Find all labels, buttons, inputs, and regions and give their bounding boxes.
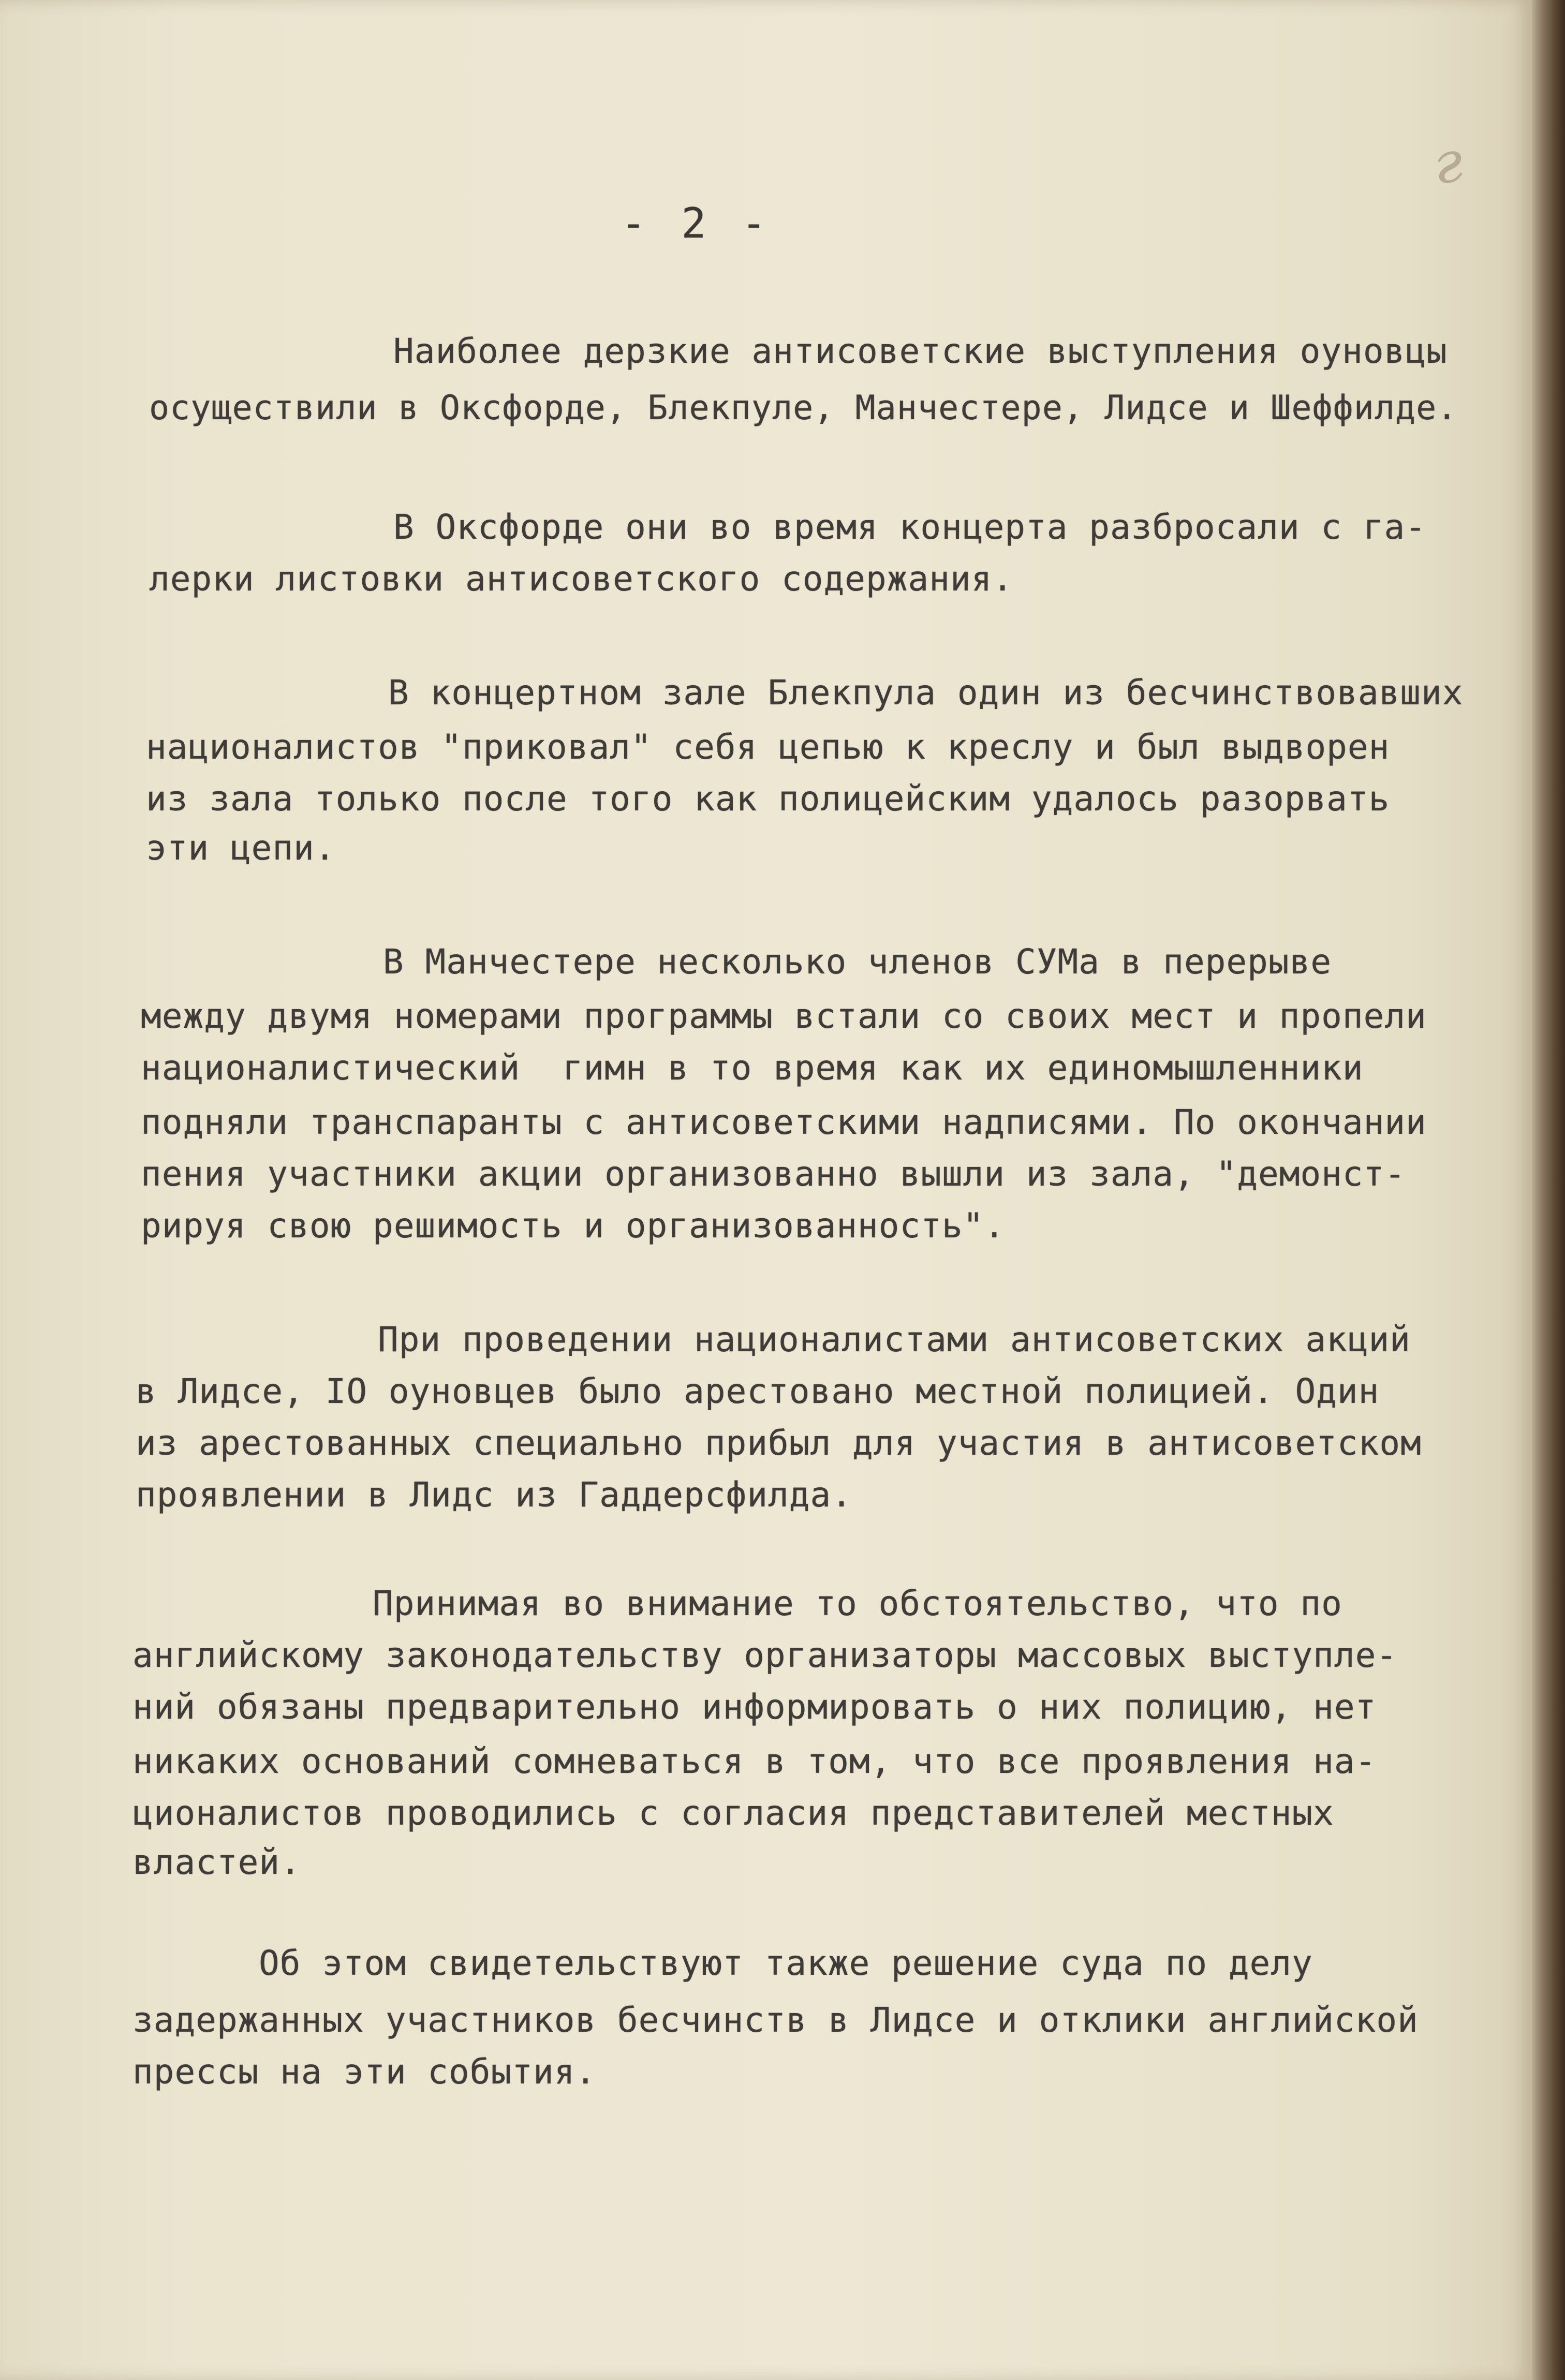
- page-number: - 2 -: [621, 199, 772, 247]
- corner-pencil-mark: г: [1430, 128, 1466, 197]
- paragraph-5-line-1: При проведении националистами антисоветских акций: [378, 1320, 1411, 1359]
- paragraph-6-line-5: ционалистов проводились с согласия представителей местных: [132, 1793, 1334, 1833]
- paragraph-6-line-2: английскому законодательству организаторы массовых выступле-: [132, 1635, 1398, 1675]
- paragraph-5-line-4: проявлении в Лидс из Гаддерсфилда.: [136, 1475, 853, 1515]
- paragraph-1-line-1: Наиболее дерзкие антисоветские выступления оуновцы: [393, 331, 1448, 371]
- paragraph-5-line-3: из арестованных специально прибыл для участия в антисоветском: [136, 1423, 1422, 1463]
- paragraph-4-line-1: В Манчестере несколько членов СУМа в перерыве: [383, 942, 1332, 982]
- paragraph-7-line-2: задержанных участников бесчинств в Лидсе и отклики английской: [132, 2000, 1419, 2040]
- paragraph-5-line-2: в Лидсе, IO оуновцев было арестовано местной полицией. Один: [136, 1371, 1380, 1411]
- paragraph-6-line-6: властей.: [132, 1842, 301, 1882]
- paragraph-2-line-1: В Оксфорде они во время концерта разбросали с га-: [393, 507, 1427, 547]
- paragraph-3-line-3: из зала только после того как полицейским удалось разорвать: [146, 779, 1390, 819]
- binder-edge: [1532, 0, 1565, 2380]
- paragraph-7-line-3: прессы на эти события.: [132, 2052, 597, 2092]
- paragraph-3-line-4: эти цепи.: [146, 828, 336, 868]
- paragraph-6-line-3: ний обязаны предварительно информировать о них полицию, нет: [132, 1687, 1377, 1727]
- paragraph-2-line-2: лерки листовки антисоветского содержания.: [149, 559, 1014, 599]
- paragraph-4-line-4: подняли транспаранты с антисоветскими надписями. По окончании: [141, 1102, 1427, 1142]
- paragraph-6-line-1: Принимая во внимание то обстоятельство, что по: [373, 1584, 1342, 1623]
- paragraph-4-line-2: между двумя номерами программы встали со своих мест и пропели: [141, 996, 1427, 1036]
- paragraph-4-line-5: пения участники акции организованно вышли из зала, "демонст-: [141, 1154, 1406, 1194]
- paragraph-4-line-6: рируя свою решимость и организованность".: [141, 1206, 1006, 1246]
- paragraph-6-line-4: никаких оснований сомневаться в том, что все проявления на-: [132, 1741, 1377, 1781]
- paragraph-3-line-2: националистов "приковал" себя цепью к креслу и был выдворен: [146, 727, 1390, 767]
- paragraph-7-line-1: Об этом свидетельствуют также решение суда по делу: [259, 1943, 1313, 1983]
- paragraph-3-line-1: В концертном зале Блекпула один из бесчинствовавших: [388, 673, 1464, 713]
- paragraph-1-line-2: осуществили в Оксфорде, Блекпуле, Манчестере, Лидсе и Шеффилде.: [149, 389, 1458, 427]
- paragraph-4-line-3: националистический гимн в то время как их единомышленники: [141, 1048, 1364, 1088]
